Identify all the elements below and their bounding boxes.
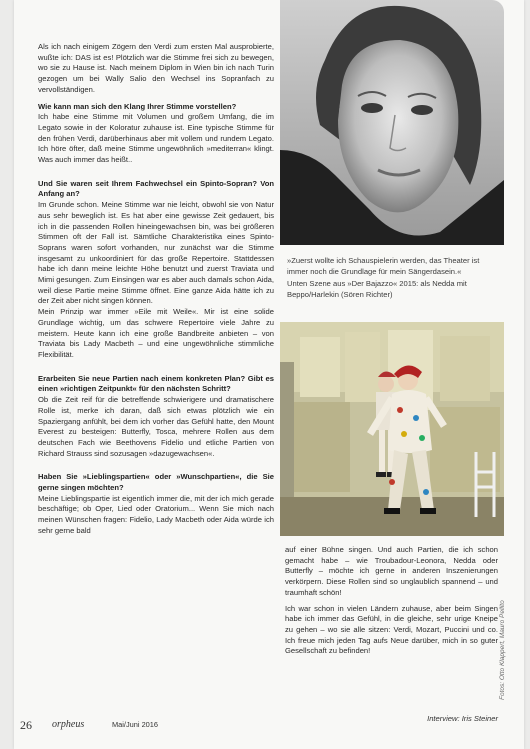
caption-quote: »Zuerst wollte ich Schauspielerin werden, das Theater ist immer noch die Grundlage für mein Sängerdasein.« (287, 256, 480, 276)
interview-credit: Interview: Iris Steiner (427, 714, 498, 723)
page-number: 26 (20, 718, 32, 732)
answer-4-continued: auf einer Bühne singen. Und auch Partien, die ich schon gemacht habe – wie Troubadour-Leonora, Nedda oder Butterfly – möchte ich gerne in anderen Inszenierungen verkörpern. Diese Rollen sind so unglaublich spannend – und traumhaft schön! (285, 545, 498, 597)
question-4: Haben Sie »Lieblingspartien« oder »Wunschpartien«, die Sie gerne singen möchten? (38, 472, 274, 493)
portrait-photo (280, 0, 504, 245)
answer-2b: Mein Prinzip war immer »Eile mit Weile«. Mir ist eine solide Grundlage wichtig, um das schwere Repertoire viele Jahre zu meistern. Heute kann ich eine große Bandbreite anbieten – von Traviata bis Lady Macbeth – und eine ungewöhnliche stimmliche Flexibilität. (38, 307, 274, 359)
question-3: Erarbeiten Sie neue Partien nach einem konkreten Plan? Gibt es einen »richtigen Zeitpunkt« für den nächsten Schritt? (38, 373, 274, 394)
question-1: Wie kann man sich den Klang Ihrer Stimme vorstellen? (38, 101, 237, 111)
answer-1: Ich habe eine Stimme mit Volumen und großem Umfang, die im Legato sowie in der Koloratur zuhause ist. Eine typische Stimme für den frühen Verdi, darüberhinaus aber mit vollem und rundem Legato. Ich höre öfter, daß meine Stimme ungewöhnlich »mediterran« klingt. Was auch immer das heißt.. (38, 112, 274, 165)
photo-caption (287, 256, 501, 300)
caption-scene: Unten Szene aus »Der Bajazzo« 2015: als Nedda mit Beppo/Harlekin (Sören Richter) (287, 279, 467, 299)
answer-4: Meine Lieblingspartie ist eigentlich immer die, mit der ich mich gerade beschäftige; ob Oper, Lied oder Oratorium... Wenn Sie mich nach meinen Wünschen fragen: Fidelio, Lady Macbeth oder Aida würde ich sehr gerne bald (38, 493, 274, 535)
intro-paragraph: Als ich nach einigem Zögern den Verdi zum ersten Mal ausprobierte, wußte ich: DAS ist es! Plötzlich war die Stimme frei sich zu bewegen, wo sie zu Hause ist. Nach meinem Diplom in Wien bin ich nach Turin gezogen um bei Wally Salio den Wechsel ins Sopranfach zu vervollständigen. (38, 42, 274, 94)
answer-3: Ob die Zeit reif für die betreffende schwierigere und dramatischere Rolle ist, merke ich daran, daß sich etwas plötzlich wie ein Spaziergang anfühlt, bei dem ich vorher das Gefühl hatte, den Mount Everest zu besteigen: Butterfly, Tosca, mehrere Rollen aus dem deutschen Fach wie Beethovens Fidelio und etliche Partien von Richard Strauss sind sozusagen »dazugewachsen«. (38, 395, 274, 458)
issue-date: Mai/Juni 2016 (112, 720, 159, 729)
question-2: Und Sie waren seit Ihrem Fachwechsel ein Spinto-Sopran? Von Anfang an? (38, 178, 274, 199)
article-continuation (285, 545, 498, 657)
magazine-logo: orpheus (52, 719, 85, 730)
photo-credit: Fotos: Otto Klappert, Mauro Pellito (499, 600, 506, 700)
page-footer (20, 716, 280, 736)
closing-paragraph: Ich war schon in vielen Ländern zuhause, aber beim Singen habe ich immer das Gefühl, in die gleiche, sehr urige Kneipe zu gehen – wo sie alle sitzen: Verdi, Mozart, Puccini und co. Ich freue mich jeden Tag aufs Neue darüber, mich in so guter Gesellschaft zu befinden! (285, 603, 498, 656)
article-column (38, 42, 274, 542)
stage-photo (280, 322, 504, 536)
answer-2: Im Grunde schon. Meine Stimme war nie leicht, obwohl sie von Natur aus sehr beweglich ist. Es hat aber eine gewisse Zeit gedauert, bis ich in die passenden Rollen hineingewachsen bin, was bei größeren Stimmen oft der Fall ist. Sämtliche Charakteristika eines Spinto-Soprans waren sofort vorhanden, nur zunächst war die Stimme insgesamt zu unkoordiniert für das große Repertoire. Stattdessen habe ich dann meine leichte Höhe benutzt und zuerst Traviata und Mimi gesungen. Zum Einsingen war es aber auch damals schon Aida, weil diese Partie meine Stimme öffnet. Eine ganze Aida hätte ich zu der Zeit aber nicht singen können. (38, 200, 274, 306)
